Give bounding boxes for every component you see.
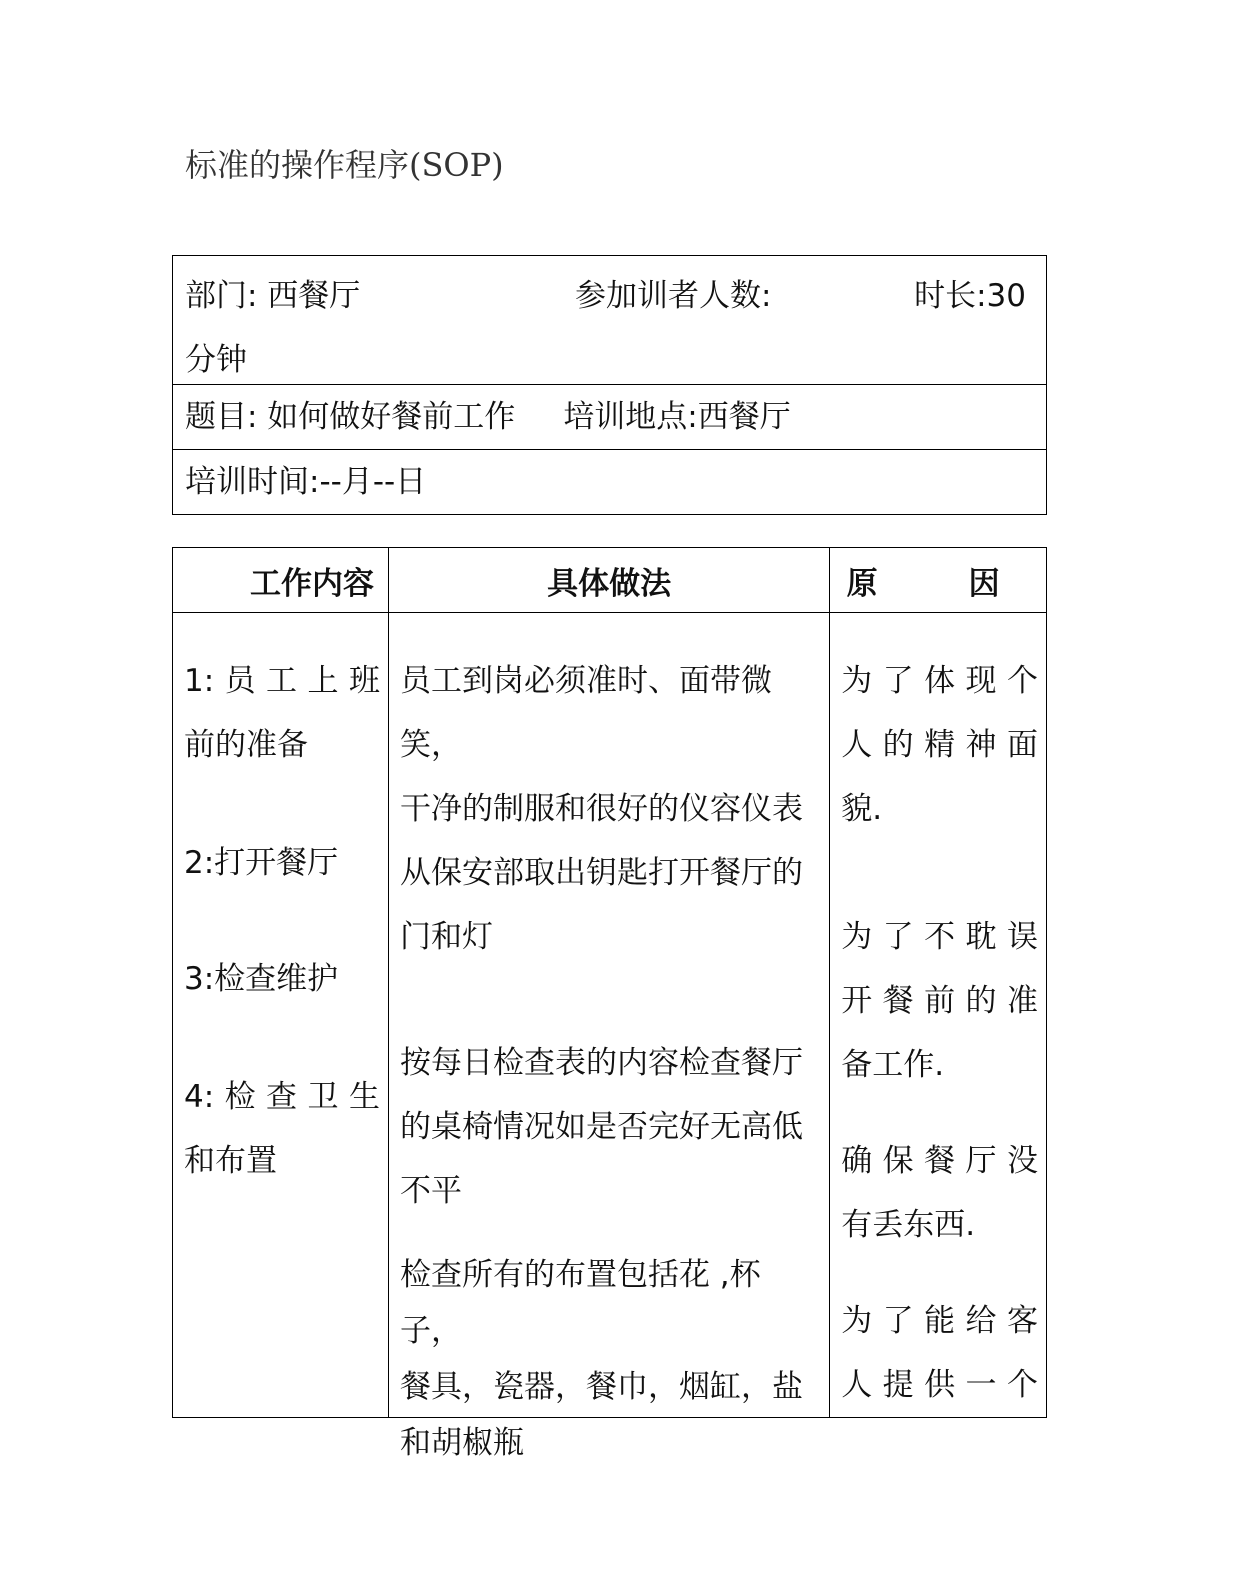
reason-item: 确保餐厅没 有丢东西. [841, 1143, 1038, 1243]
procedure-table [172, 547, 1047, 1461]
reason-item: 为了体现个 人的精神面 貌. [841, 663, 1038, 827]
duration-unit: 分钟 [185, 342, 247, 378]
info-row-time [173, 450, 1047, 515]
header-method: 具体做法 [388, 548, 829, 613]
method-item: 按每日检查表的内容检查餐厅 的桌椅情况如是否完好无高低 不平 [399, 1045, 803, 1209]
department-label: 部门: 西餐厅 [185, 278, 361, 314]
training-time-label: 培训时间:--月--日 [185, 464, 427, 500]
method-item: 检查所有的布置包括花 ,杯子， 餐具，瓷器，餐巾，烟缸，盐 和胡椒瓶 [399, 1257, 803, 1461]
duration-label: 时长:30 [914, 278, 1026, 314]
header-work-content: 工作内容 [173, 548, 389, 613]
work-item: 4:检查卫生 和布置 [184, 1079, 380, 1179]
location-label: 培训地点:西餐厅 [563, 399, 791, 435]
info-row-topic [173, 385, 1047, 450]
reason-item: 为了不耽误 开餐前的准 备工作. [841, 919, 1038, 1083]
method-item: 从保安部取出钥匙打开餐厅的 门和灯 [399, 855, 803, 955]
content-row [173, 613, 1047, 1418]
reason-item: 为了能给客 人提供一个 [841, 1303, 1038, 1403]
work-item: 3:检查维护 [184, 961, 339, 997]
header-reason: 原 因 [830, 548, 1047, 613]
document-title: 标准的操作程序(SOP) [185, 146, 504, 184]
topic-label: 题目: 如何做好餐前工作 [185, 399, 516, 435]
work-item: 1:员工上班 前的准备 [184, 663, 380, 763]
header-row [173, 548, 1047, 613]
method-item: 员工到岗必须准时、面带微笑， 干净的制服和很好的仪容仪表 [399, 663, 803, 827]
info-row-department [173, 256, 1047, 385]
info-table [172, 255, 1047, 515]
work-item: 2:打开餐厅 [184, 845, 339, 881]
participants-label: 参加训者人数: [575, 278, 772, 314]
